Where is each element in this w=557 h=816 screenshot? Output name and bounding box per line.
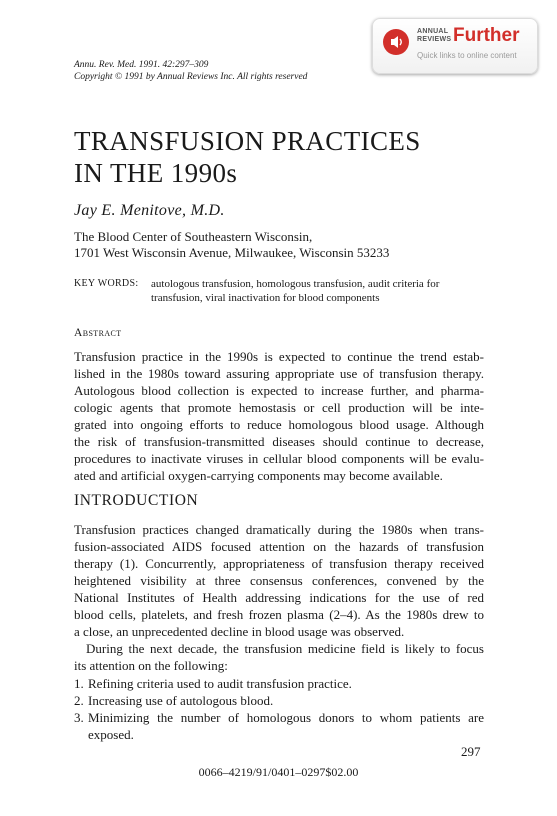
- abstract-line: lished in the 1980s toward assuring appropriate use of transfusion therapy.: [74, 366, 484, 381]
- intro-line: therapy (1). Concurrently, appropriateness of transfusion therapy received: [74, 556, 484, 571]
- abstract-line: ated and artificial oxygen-carrying components may become available.: [74, 468, 443, 483]
- abstract-paragraph: [74, 348, 484, 484]
- list-item: [74, 675, 484, 692]
- abstract-line: grated into ongoing efforts to reduce homologous blood usage. Although: [74, 417, 484, 432]
- intro-line: National Institutes of Health addressing indications for the use of red: [74, 590, 484, 605]
- keywords-label: KEY WORDS:: [74, 278, 139, 289]
- introduction-heading: INTRODUCTION: [74, 492, 199, 509]
- title-line-2: IN THE 1990s: [74, 158, 238, 188]
- abstract-line: Autologous blood collection is expected to increase further, and pharma-: [74, 383, 484, 398]
- author-name: Jay E. Menitove, M.D.: [74, 202, 225, 219]
- title-line-1: TRANSFUSION PRACTICES: [74, 126, 421, 156]
- keywords-text: [151, 277, 485, 305]
- article-title: [74, 125, 421, 189]
- intro-line: its attention on the following:: [74, 658, 228, 673]
- focus-list: [74, 675, 484, 743]
- list-item-number: 2.: [74, 693, 84, 708]
- affiliation-line-1: The Blood Center of Southeastern Wisconsin,: [74, 229, 313, 244]
- list-item-text: Increasing use of autologous blood.: [88, 693, 274, 708]
- list-item: [74, 692, 484, 709]
- intro-line: heightened visibility at three consensus conferences, convened by the: [74, 573, 484, 588]
- speaker-icon: [383, 29, 409, 55]
- introduction-paragraph-2: [74, 640, 484, 674]
- intro-line: blood cells, platelets, and fresh frozen plasma (2–4). As the 1980s drew to: [74, 607, 484, 622]
- introduction-paragraph-1: [74, 521, 484, 640]
- keywords-line-1: autologous transfusion, homologous transfusion, audit criteria for: [151, 278, 440, 290]
- list-item-text: Minimizing the number of homologous donors to whom patients are: [88, 710, 484, 725]
- intro-line: During the next decade, the transfusion medicine field is likely to focus: [86, 641, 484, 656]
- abstract-line: procedures to inactivate viruses in cellular blood components will be evalu-: [74, 451, 484, 466]
- list-item-number: 1.: [74, 676, 84, 691]
- badge-publisher-label: [417, 28, 451, 44]
- intro-line: a close, an unprecedented decline in blood usage was observed.: [74, 624, 405, 639]
- affiliation-line-2: 1701 West Wisconsin Avenue, Milwaukee, Wisconsin 53233: [74, 245, 390, 260]
- citation-line-2: Copyright © 1991 by Annual Reviews Inc. All rights reserved: [74, 72, 308, 82]
- list-item-number: 3.: [74, 710, 84, 725]
- intro-line: fusion-associated AIDS focused attention on the hazards of transfusion: [74, 539, 484, 554]
- list-item-text-continued: exposed.: [88, 727, 134, 742]
- list-item: [74, 709, 484, 743]
- badge-subtitle: Quick links to online content: [417, 51, 517, 60]
- citation-line-1: Annu. Rev. Med. 1991. 42:297–309: [74, 60, 209, 70]
- page-number: 297: [461, 744, 481, 759]
- footer-code: 0066–4219/91/0401–0297$02.00: [198, 765, 359, 779]
- abstract-heading: Abstract: [74, 327, 122, 339]
- abstract-line: the risk of transfusion-transmitted diseases should continue to decrease,: [74, 434, 484, 449]
- journal-citation: [74, 59, 307, 83]
- abstract-line: cologic agents that promote hemostasis or cell production will be inte-: [74, 400, 484, 415]
- keywords-line-2: transfusion, viral inactivation for blood components: [151, 292, 380, 304]
- intro-line: Transfusion practices changed dramatically during the 1980s when trans-: [74, 522, 484, 537]
- badge-reviews-text: REVIEWS: [417, 36, 452, 43]
- abstract-line: Transfusion practice in the 1990s is expected to continue the trend estab-: [74, 349, 484, 364]
- badge-annual-text: ANNUAL: [417, 28, 449, 35]
- badge-further-text: Further: [453, 25, 520, 46]
- author-affiliation: [74, 229, 389, 261]
- annual-reviews-further-badge[interactable]: [372, 18, 538, 74]
- list-item-text: Refining criteria used to audit transfusion practice.: [88, 676, 352, 691]
